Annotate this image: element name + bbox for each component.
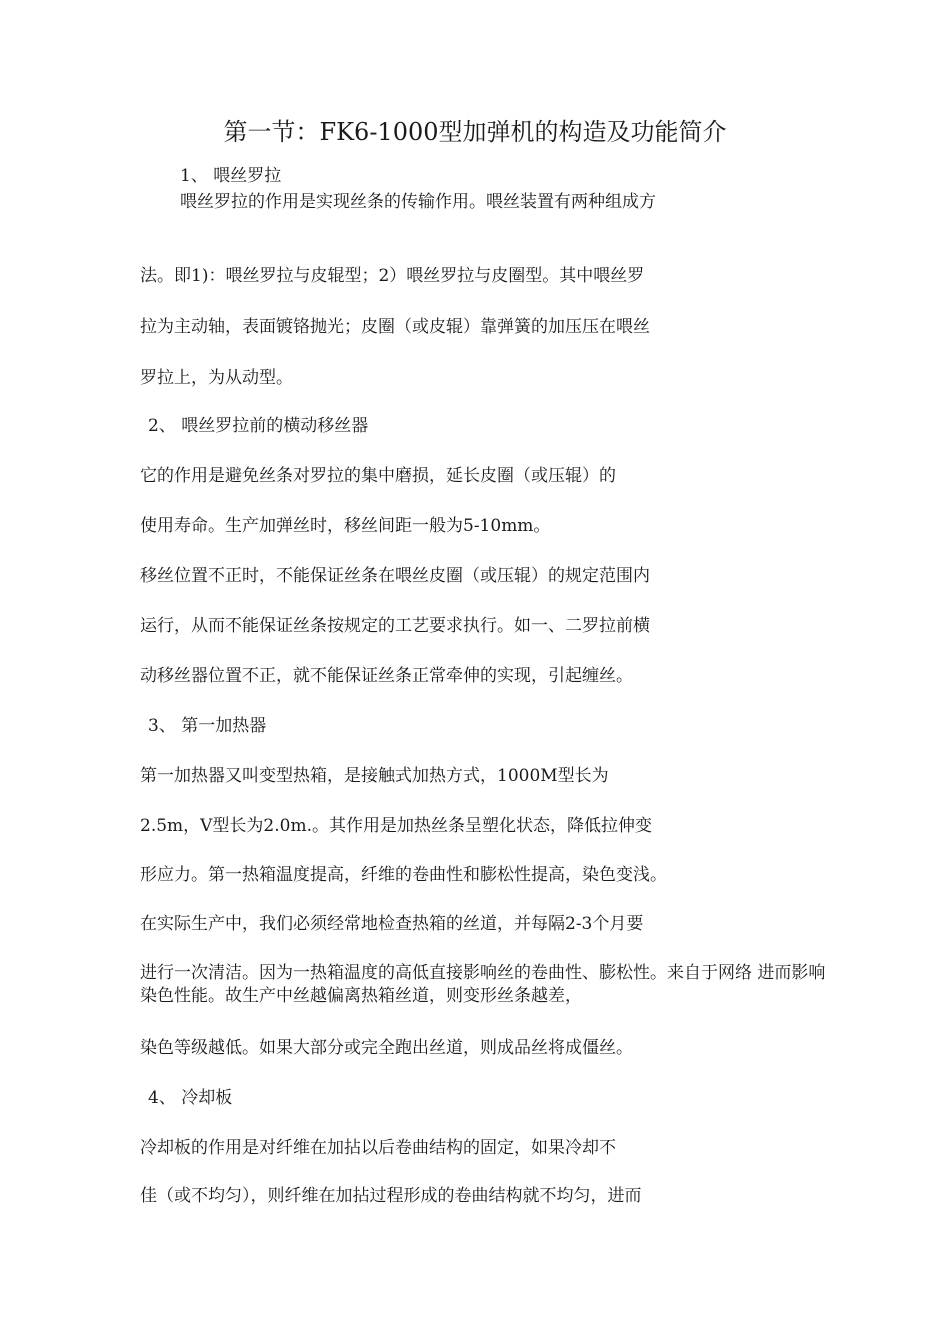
paragraph-line: 使用寿命。生产加弹丝时，移丝间距一般为5-10mm。 xyxy=(140,516,551,536)
paragraph-line: 冷却板的作用是对纤维在加拈以后卷曲结构的固定，如果冷却不 xyxy=(140,1138,616,1158)
paragraph-line-wrapped: 进行一次清洁。因为一热箱温度的高低直接影响丝的卷曲性、膨松性。来自于网络 进而影响染色性能。故生产中丝越偏离热箱丝道，则变形丝条越差， xyxy=(140,963,826,1006)
paragraph-line: 喂丝罗拉的作用是实现丝条的传输作用。喂丝装置有两种组成方 xyxy=(180,192,656,212)
heading-traverse-guide: 2、 喂丝罗拉前的横动移丝器 xyxy=(148,416,369,436)
paragraph-line: 它的作用是避免丝条对罗拉的集中磨损，延长皮圈（或压辊）的 xyxy=(140,466,616,486)
paragraph-line: 法。即1)：喂丝罗拉与皮辊型；2）喂丝罗拉与皮圈型。其中喂丝罗 xyxy=(140,266,645,286)
paragraph-line: 2.5m，V型长为2.0m.。其作用是加热丝条呈塑化状态，降低拉伸变 xyxy=(140,816,652,836)
paragraph-line: 染色等级越低。如果大部分或完全跑出丝道，则成品丝将成僵丝。 xyxy=(140,1038,633,1058)
paragraph-line: 佳（或不均匀），则纤维在加拈过程形成的卷曲结构就不均匀，进而 xyxy=(140,1186,642,1206)
paragraph-line: 在实际生产中，我们必须经常地检查热箱的丝道，并每隔2-3个月要 xyxy=(140,914,644,934)
heading-feed-roller: 1、 喂丝罗拉 xyxy=(180,166,282,186)
heading-first-heater: 3、 第一加热器 xyxy=(148,716,267,736)
heading-cooling-plate: 4、 冷却板 xyxy=(148,1088,233,1108)
paragraph-line: 形应力。第一热箱温度提高，纤维的卷曲性和膨松性提高，染色变浅。 xyxy=(140,865,667,885)
paragraph-line: 罗拉上，为从动型。 xyxy=(140,368,293,388)
paragraph-line: 移丝位置不正时，不能保证丝条在喂丝皮圈（或压辊）的规定范围内 xyxy=(140,566,650,586)
paragraph-line: 动移丝器位置不正，就不能保证丝条正常牵伸的实现，引起缠丝。 xyxy=(140,666,633,686)
paragraph-line: 拉为主动轴，表面镀铬抛光；皮圈（或皮辊）靠弹簧的加压压在喂丝 xyxy=(140,317,650,337)
section-title: 第一节：FK6-1000型加弹机的构造及功能简介 xyxy=(223,118,727,146)
paragraph-line: 第一加热器又叫变型热箱，是接触式加热方式，1000M型长为 xyxy=(140,766,609,786)
paragraph-line: 运行，从而不能保证丝条按规定的工艺要求执行。如一、二罗拉前横 xyxy=(140,616,650,636)
